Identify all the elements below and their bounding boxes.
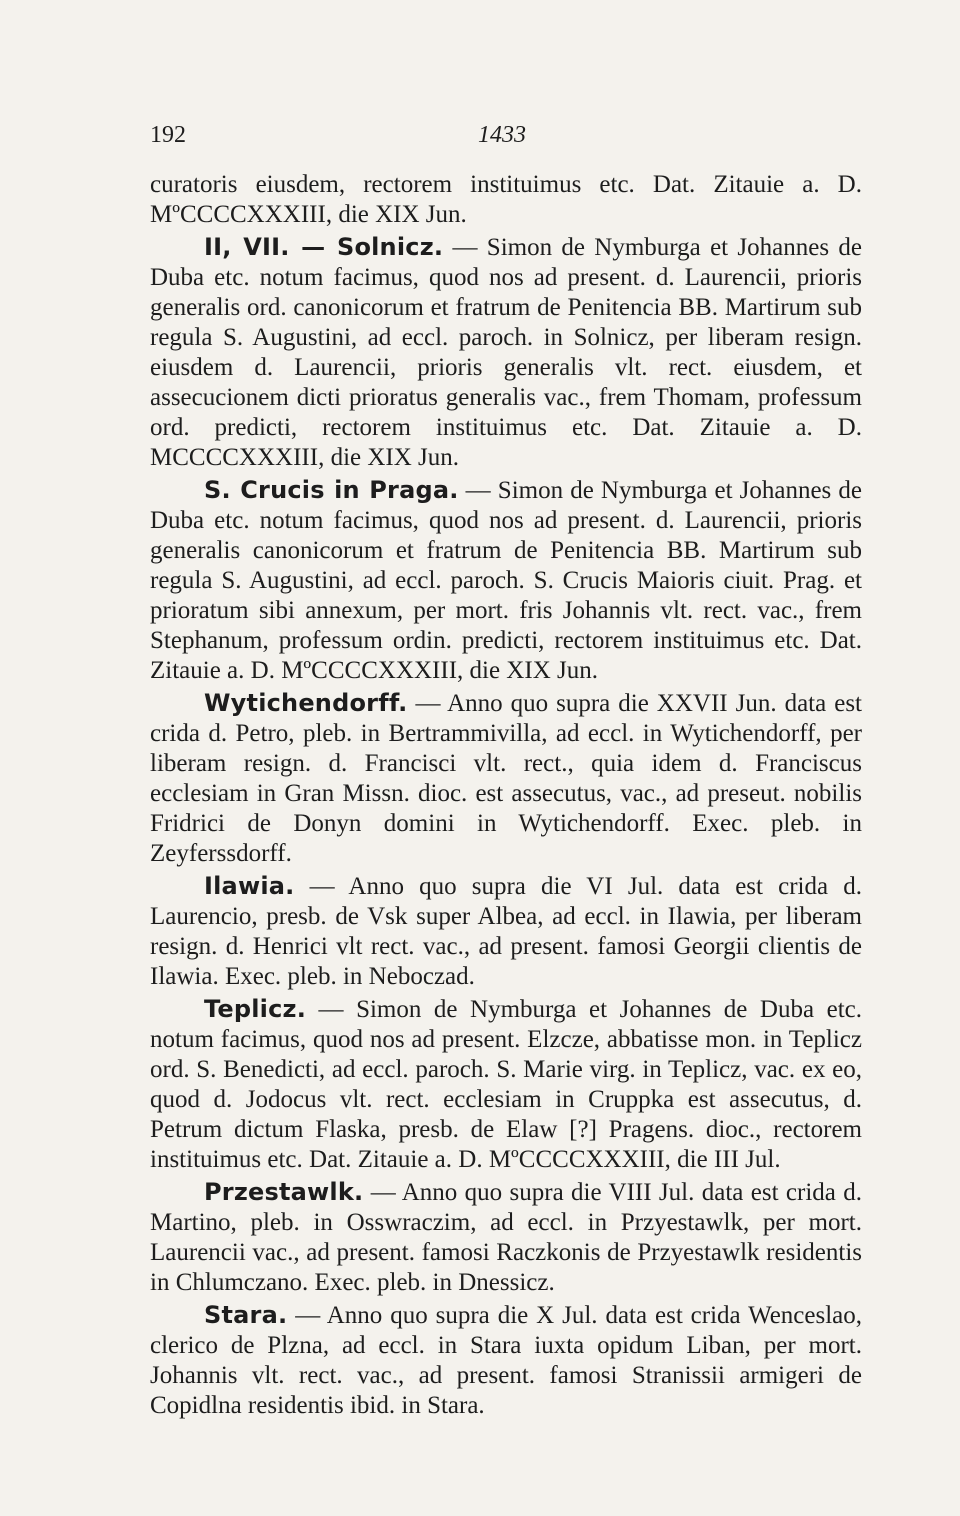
entry-teplicz [150, 994, 862, 1175]
entry-text: — Anno quo supra die X Jul. data est crida Wenceslao, clerico de Plzna, ad eccl. in Stara iuxta opidum Liban, per mort. Johannis vlt. rect. vac., ad present. famosi Stranissii armigeri de Copidlna residentis ibid. in Stara. [150, 1302, 862, 1419]
entry-continuation [150, 170, 862, 230]
entry-text: — Simon de Nymburga et Johannes de Duba etc. notum facimus, quod nos ad present. Elzcze, abbatisse mon. in Teplicz ord. S. Benedicti, ad eccl. paroch. S. Marie virg. in Teplicz, vac. ex eo, quod d. Jodocus vlt. rect. ecclesiam in Cruppka est assecutus, d. Petrum dictum Flaska, presb. de Elaw [?] Pragens. dioc., rectorem instituimus etc. Dat. Zitauie a. D. MºCCCCXXXIII, die III Jul. [150, 996, 862, 1173]
entry-solnicz [150, 232, 862, 473]
entry-s-crucis [150, 475, 862, 686]
entry-ilawia [150, 871, 862, 992]
running-year: 1433 [478, 122, 526, 148]
entry-heading: Ilawia. [204, 872, 295, 900]
entry-przestawlk [150, 1177, 862, 1298]
entry-text: — Anno quo supra die VIII Jul. data est crida d. Martino, pleb. in Osswraczim, ad eccl. in Przyestawlk, per mort. Laurencii vac., ad present. famosi Raczkonis de Przyestawlk residentis in Chlumczano. Exec. pleb. in Dnessicz. [150, 1179, 862, 1296]
entry-stara [150, 1300, 862, 1421]
entry-text: — Anno quo supra die XXVII Jun. data est crida d. Petro, pleb. in Bertrammivilla, ad eccl. in Wytichendorff, per liberam resign. d. Francisci vlt. rect., quia idem d. Franciscus ecclesiam in Gran Missn. dioc. est assecutus, vac., ad preseut. nobilis Fridrici de Donyn domini in Wytichendorff. Exec. pleb. in Zeyferssdorff. [150, 690, 862, 867]
entry-heading: II, VII. — Solnicz. [204, 233, 444, 261]
entry-heading: Wytichendorff. [204, 689, 408, 717]
entry-heading: S. Crucis in Praga. [204, 476, 459, 504]
entry-text: curatoris eiusdem, rectorem instituimus etc. Dat. Zitauie a. D. MºCCCCXXXIII, die XIX Jun. [150, 171, 862, 228]
entry-text: — Anno quo supra die VI Jul. data est crida d. Laurencio, presb. de Vsk super Albea, ad eccl. in Ilawia, per liberam resign. d. Henrici vlt rect. vac., ad present. famosi Georgii clientis de Ilawia. Exec. pleb. in Neboczad. [150, 873, 862, 990]
entry-text: — Simon de Nymburga et Johannes de Duba etc. notum facimus, quod nos ad present. d. Laurencii, prioris generalis canonicorum et fratrum de Penitencia BB. Martirum sub regula S. Augustini, ad eccl. paroch. S. Crucis Maioris ciuit. Prag. et prioratum sibi annexum, per mort. fris Johannis vlt. rect. vac., frem Stephanum, professum ordin. predicti, rectorem instituimus etc. Dat. Zitauie a. D. MºCCCCXXXIII, die XIX Jun. [150, 477, 862, 684]
page-body [150, 170, 862, 1423]
entry-heading: Przestawlk. [204, 1178, 364, 1206]
entry-wytichendorff [150, 688, 862, 869]
entry-heading: Stara. [204, 1301, 288, 1329]
entry-text: — Simon de Nymburga et Johannes de Duba etc. notum facimus, quod nos ad present. d. Laurencii, prioris generalis ord. canonicorum et fratrum de Penitencia BB. Martirum sub regula S. Augustini, ad eccl. paroch. in Solnicz, per liberam resign. eiusdem d. Laurencii, prioris generalis vlt. rect. eiusdem, et assecucionem dicti prioratus generalis vac., frem Thomam, professum ord. predicti, rectorem instituimus etc. Dat. Zitauie a. D. MCCCCXXXIII, die XIX Jun. [150, 234, 862, 471]
entry-heading: Teplicz. [204, 995, 307, 1023]
page-number: 192 [150, 122, 186, 148]
